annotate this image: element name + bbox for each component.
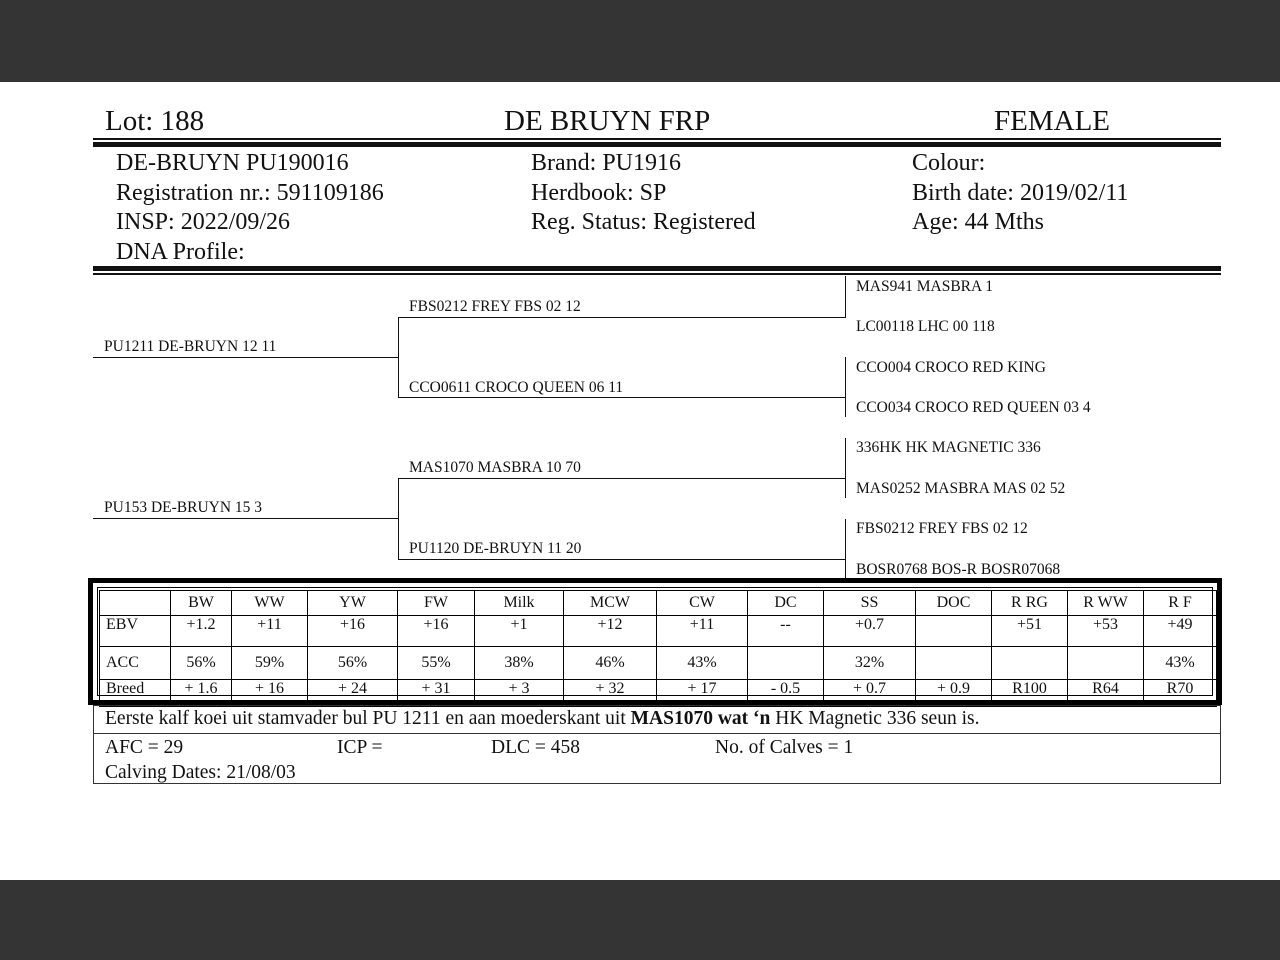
sex-label: FEMALE: [994, 105, 1110, 137]
table-cell: + 17: [657, 680, 748, 707]
table-cell: [916, 647, 992, 680]
sire-bracket: [398, 317, 399, 397]
comments-box: [93, 705, 1221, 784]
gg-bracket-3: [845, 438, 846, 498]
insp-date: INSP: 2022/09/26: [116, 209, 291, 235]
column-header: CW: [657, 591, 748, 616]
comment-text: [105, 707, 979, 731]
dam-dam: PU1120 DE-BRUYN 11 20: [409, 540, 582, 557]
column-header: [100, 591, 171, 616]
column-header: R RG: [992, 591, 1068, 616]
table-cell: 38%: [475, 647, 564, 680]
dam-line: [93, 518, 398, 519]
table-cell: 56%: [308, 647, 398, 680]
column-header: R WW: [1068, 591, 1144, 616]
sire-dam: CCO0611 CROCO QUEEN 06 11: [409, 379, 624, 396]
great-grandparent-7: FBS0212 FREY FBS 02 12: [856, 520, 1028, 537]
column-header: BW: [171, 591, 232, 616]
comments-divider: [94, 733, 1220, 734]
column-header: DC: [748, 591, 824, 616]
table-row: [100, 616, 1217, 647]
row-label: Breed: [100, 680, 171, 707]
row-label: EBV: [100, 616, 171, 647]
comment-text-bold: MAS1070 wat ‘n: [630, 708, 771, 729]
great-grandparent-1: MAS941 MASBRA 1: [856, 278, 993, 295]
ebv-header-row: [100, 591, 1217, 616]
great-grandparent-2: LC00118 LHC 00 118: [856, 318, 995, 335]
table-cell: +49: [1144, 616, 1217, 647]
great-grandparent-5: 336HK HK MAGNETIC 336: [856, 439, 1041, 456]
dam-sire-line: [398, 478, 845, 479]
table-row: [100, 680, 1217, 707]
sire-dam-line: [398, 397, 845, 398]
birth-date: Birth date: 2019/02/11: [912, 180, 1129, 206]
dlc-stat: DLC = 458: [491, 737, 580, 758]
table-cell: [916, 616, 992, 647]
ebv-table-frame: [88, 578, 1222, 705]
table-row: [100, 647, 1217, 680]
table-cell: 43%: [657, 647, 748, 680]
column-header: YW: [308, 591, 398, 616]
table-cell: + 24: [308, 680, 398, 707]
dna-profile: DNA Profile:: [116, 239, 245, 265]
sire-line: [93, 357, 398, 358]
table-cell: +11: [657, 616, 748, 647]
header-rule-thin: [93, 138, 1221, 140]
table-cell: 32%: [824, 647, 916, 680]
top-dark-band: [0, 0, 1280, 82]
column-header: WW: [232, 591, 308, 616]
row-label: ACC: [100, 647, 171, 680]
calves-stat: No. of Calves = 1: [715, 737, 854, 758]
dam-dam-line: [398, 559, 845, 560]
header-rule-thick: [93, 142, 1221, 147]
herdbook: Herdbook: SP: [531, 180, 667, 206]
table-cell: + 3: [475, 680, 564, 707]
afc-stat: AFC = 29: [105, 737, 184, 758]
column-header: SS: [824, 591, 916, 616]
table-cell: R70: [1144, 680, 1217, 707]
table-cell: +11: [232, 616, 308, 647]
table-cell: R100: [992, 680, 1068, 707]
dam-sire: MAS1070 MASBRA 10 70: [409, 459, 581, 476]
ebv-table: [99, 590, 1217, 707]
table-cell: + 16: [232, 680, 308, 707]
table-cell: +51: [992, 616, 1068, 647]
column-header: MCW: [564, 591, 657, 616]
table-cell: +16: [308, 616, 398, 647]
comment-text-end: HK Magnetic 336 seun is.: [770, 708, 980, 729]
great-grandparent-3: CCO004 CROCO RED KING: [856, 359, 1046, 376]
info-rule-thick: [93, 266, 1221, 271]
table-cell: +0.7: [824, 616, 916, 647]
table-cell: 56%: [171, 647, 232, 680]
table-cell: + 0.9: [916, 680, 992, 707]
column-header: DOC: [916, 591, 992, 616]
table-cell: [992, 647, 1068, 680]
table-cell: 55%: [398, 647, 475, 680]
table-cell: + 32: [564, 680, 657, 707]
sire-sire-line: [398, 317, 845, 318]
table-cell: + 31: [398, 680, 475, 707]
sire-sire: FBS0212 FREY FBS 02 12: [409, 298, 581, 315]
dam-bracket: [398, 478, 399, 559]
ebv-table-inner: [97, 587, 1213, 696]
table-cell: + 1.6: [171, 680, 232, 707]
great-grandparent-4: CCO034 CROCO RED QUEEN 03 4: [856, 399, 1091, 416]
icp-stat: ICP =: [337, 737, 383, 758]
table-cell: 46%: [564, 647, 657, 680]
dam: PU153 DE-BRUYN 15 3: [104, 499, 263, 516]
calving-dates: Calving Dates: 21/08/03: [105, 762, 296, 783]
age: Age: 44 Mths: [912, 209, 1044, 235]
table-cell: R64: [1068, 680, 1144, 707]
table-cell: +16: [398, 616, 475, 647]
table-cell: + 0.7: [824, 680, 916, 707]
table-cell: [1068, 647, 1144, 680]
table-cell: +53: [1068, 616, 1144, 647]
table-cell: +1.2: [171, 616, 232, 647]
lot-number: Lot: 188: [105, 105, 205, 137]
gg-bracket-4: [845, 519, 846, 579]
table-cell: +1: [475, 616, 564, 647]
great-grandparent-8: BOSR0768 BOS-R BOSR07068: [856, 561, 1061, 578]
great-grandparent-6: MAS0252 MASBRA MAS 02 52: [856, 480, 1066, 497]
gg-bracket-2: [845, 357, 846, 417]
column-header: Milk: [475, 591, 564, 616]
bottom-dark-band: [0, 880, 1280, 960]
table-cell: 59%: [232, 647, 308, 680]
info-rule-thin: [93, 273, 1221, 275]
comment-text-start: Eerste kalf koei uit stamvader bul PU 1211 en aan moederskant uit: [105, 708, 631, 729]
table-cell: --: [748, 616, 824, 647]
colour: Colour:: [912, 150, 986, 176]
table-cell: +12: [564, 616, 657, 647]
table-cell: 43%: [1144, 647, 1217, 680]
column-header: FW: [398, 591, 475, 616]
gg-bracket-1: [845, 276, 846, 318]
animal-name: DE-BRUYN PU190016: [116, 150, 349, 176]
reg-status: Reg. Status: Registered: [531, 209, 756, 235]
table-cell: - 0.5: [748, 680, 824, 707]
column-header: R F: [1144, 591, 1217, 616]
brand: Brand: PU1916: [531, 150, 681, 176]
table-cell: [748, 647, 824, 680]
sire: PU1211 DE-BRUYN 12 11: [104, 338, 277, 355]
breeder-name: DE BRUYN FRP: [504, 105, 711, 137]
registration-number: Registration nr.: 591109186: [116, 180, 384, 206]
